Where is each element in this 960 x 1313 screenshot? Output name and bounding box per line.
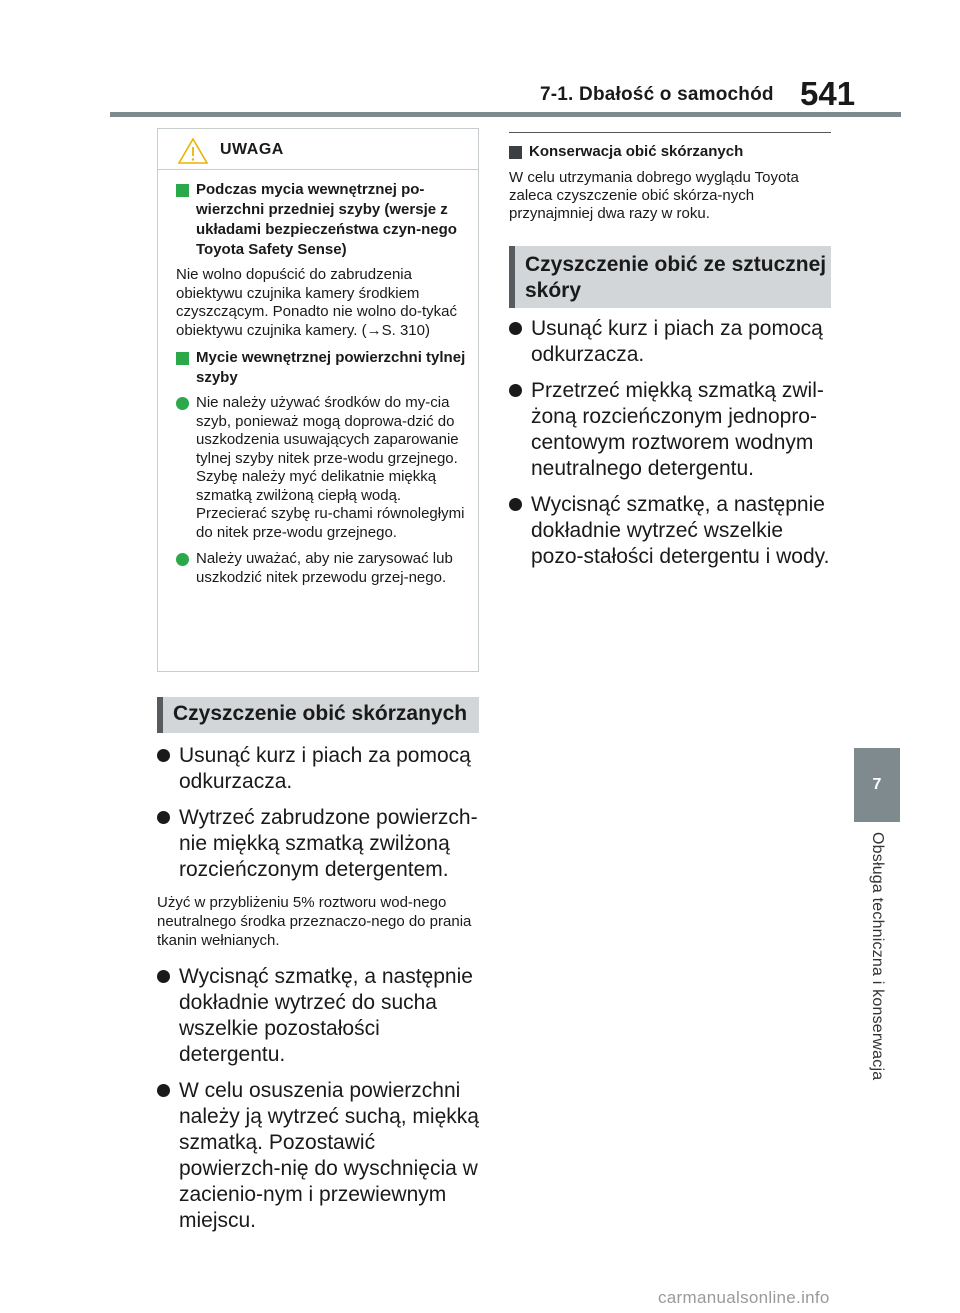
warning-heading-front-text: Podczas mycia wewnętrznej po-wierzchni przedniej szyby (wersje z układami bezpieczeństwa czyn-nego Toyota Safety Sense) [196,181,457,258]
right-column-rule [509,132,831,133]
list-item-text: Wycisnąć szmatkę, a następnie dokładnie wytrzeć do sucha wszelkie pozostałości detergentu. [179,965,473,1066]
warning-triangle-icon [178,138,208,164]
chapter-tab[interactable]: 7 [854,748,900,822]
maintenance-heading-text: Konserwacja obić skórzanych [529,143,744,160]
green-dot-icon [176,397,189,410]
list-item-text: W celu osuszenia powierzchni należy ją wytrzeć suchą, miękką szmatką. Pozostawić powierzch-nię do wyschnięcia w zacienio-nym i przewiewnym miejscu. [179,1079,479,1232]
list-item [157,1078,482,1234]
list-item-text: Przetrzeć miękką szmatką zwil-żoną rozcieńczonym jednopro-centowym roztworem wodnym neutralnego detergentu. [531,379,824,480]
list-item [157,805,482,883]
warning-bullet [176,394,470,542]
synthetic-list [509,316,834,580]
list-item-text: Wycisnąć szmatkę, a następnie dokładnie wytrzeć wszelkie pozo-stałości detergentu i wody. [531,493,830,568]
list-item-text: Wytrzeć zabrudzone powierzch-nie miękką szmatką zwilżoną rozcieńczonym detergentem. [179,806,478,881]
bullet-dot-icon [509,322,522,335]
section-heading-synthetic: Czyszczenie obić ze sztucznej skóry [509,246,831,308]
list-item-text: Usunąć kurz i piach za pomocą odkurzacza. [531,317,823,366]
bullet-dot-icon [157,970,170,983]
page-header-title: 7-1. Dbałość o samochód [540,84,774,105]
header-rule [110,112,901,117]
warning-header [158,129,478,170]
chapter-label: Obsługa techniczna i konserwacja [869,832,886,1081]
list-item [509,492,834,570]
warning-bullet [176,550,470,587]
warning-box [157,128,479,672]
maintenance-text: W celu utrzymania dobrego wyglądu Toyota zaleca czyszczenie obić skórza-nych przynajmniej dwa razy w roku. [509,169,799,222]
warning-bullet-text: Nie należy używać środków do my-cia szyb, ponieważ mogą doprowa-dzić do uszkodzenia usuwających zaparowanie tylnej szyby nitek prze-wodu grzejnego. Szybę należy myć delikatnie miękką szmatką zwilżoną ciepłą wodą. Przecierać szybę ru-chami równoległymi do nitek prze-wodu grzejnego. [196,394,465,541]
warning-text-front: Nie wolno dopuścić do zabrudzenia obiektywu czujnika kamery środkiem czyszczącym. Ponadto nie wolno do-tykać obiektywu czujnika kamery. (→S. 310) [176,266,457,339]
warning-heading-front [176,180,470,260]
square-bullet-icon [176,184,189,197]
bullet-dot-icon [509,384,522,397]
bullet-dot-icon [157,1084,170,1097]
warning-heading-rear-text: Mycie wewnętrznej powierzchni tylnej szyby [196,349,466,386]
watermark: carmanualsonline.info [658,1288,830,1307]
square-bullet-icon [176,352,189,365]
maintenance-heading [509,142,851,162]
warning-title: UWAGA [220,141,284,158]
warning-heading-rear [176,348,470,388]
page-number: 541 [800,75,856,112]
bullet-dot-icon [509,498,522,511]
list-item [509,378,834,482]
square-bullet-icon [509,146,522,159]
leather-note: Użyć w przybliżeniu 5% roztworu wod-nego neutralnego środka przeznaczo-nego do prania tkanin wełnianych. [157,894,472,949]
warning-bullet-text: Należy uważać, aby nie zarysować lub uszkodzić nitek przewodu grzej-nego. [196,550,453,586]
section-heading-leather: Czyszczenie obić skórzanych [157,697,479,733]
leather-list [157,743,482,1244]
list-item [509,316,834,368]
warning-body [158,170,478,587]
green-dot-icon [176,553,189,566]
list-item [157,743,482,795]
list-item-text: Usunąć kurz i piach za pomocą odkurzacza. [179,744,471,793]
bullet-dot-icon [157,811,170,824]
list-item [157,964,482,1068]
bullet-dot-icon [157,749,170,762]
